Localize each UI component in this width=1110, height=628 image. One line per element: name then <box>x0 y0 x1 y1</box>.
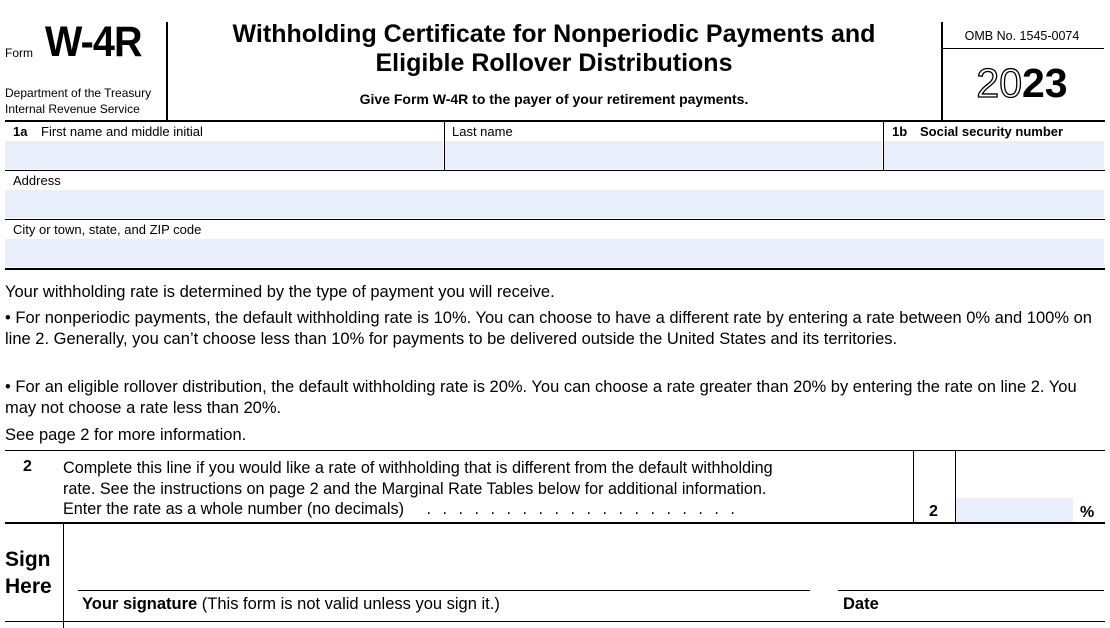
signature-caption-bold: Your signature <box>82 595 198 613</box>
percent-sign: % <box>1080 504 1095 521</box>
line2-box-label: 2 <box>929 503 938 520</box>
first-name-label: First name and middle initial <box>41 124 203 139</box>
ssn-number: 1b <box>892 124 908 139</box>
title-line-1: Withholding Certificate for Nonperiodic Payments and <box>232 20 876 48</box>
line2-text-3-label: Enter the rate as a whole number (no decimals) <box>63 500 405 518</box>
tax-year <box>942 60 1102 106</box>
line2-top-rule <box>5 450 1105 451</box>
signature-caption <box>82 595 500 614</box>
city-bottom-rule <box>5 268 1105 270</box>
date-label: Date <box>843 595 879 613</box>
agency-line-1: Department of the Treasury <box>5 86 152 100</box>
form-title <box>166 20 942 78</box>
tax-year-bold: 23 <box>1022 60 1068 106</box>
tax-year-light: 20 <box>976 60 1022 106</box>
form-number: W-4R <box>45 18 142 66</box>
form-header <box>0 0 1110 122</box>
withholding-rate-field[interactable] <box>956 498 1073 522</box>
sign-here-line-2: Here <box>5 575 52 598</box>
bullet-nonperiodic: • For nonperiodic payments, the default withholding rate is 10%. You can choose to have a different rate by entering a rate between 0% and 100% on line 2. Generally, you can’t choose less than 10% for payments to be delivered outside the United States and its territories. <box>5 309 1092 348</box>
line2-leader-dots: . . . . . . . . . . . . . . . . . . . . <box>426 500 739 518</box>
signature-line[interactable] <box>78 590 810 591</box>
sign-here-line-1: Sign <box>5 548 51 571</box>
line2-number: 2 <box>23 458 32 475</box>
line2-instructions <box>63 458 901 520</box>
name-row-bottom-rule <box>5 170 1105 171</box>
ssn-field[interactable] <box>884 141 1104 169</box>
form-subtitle: Give Form W-4R to the payer of your retirement payments. <box>359 91 749 107</box>
line2-bottom-rule <box>5 522 1105 524</box>
signature-caption-note: (This form is not valid unless you sign it.) <box>197 595 500 613</box>
line2-text-3 <box>63 499 901 520</box>
first-name-number: 1a <box>13 124 28 139</box>
omb-divider <box>942 48 1104 49</box>
city-field[interactable] <box>5 239 1104 267</box>
see-page-note: See page 2 for more information. <box>5 426 247 444</box>
agency-line-2: Internal Revenue Service <box>5 102 140 116</box>
date-line[interactable] <box>838 590 1104 591</box>
line2-text-2: rate. See the instructions on page 2 and the Marginal Rate Tables below for additional information. <box>63 479 767 498</box>
line2-text-1: Complete this line if you would like a rate of withholding that is different from the default withholding <box>63 459 773 477</box>
header-bottom-rule <box>5 120 1105 122</box>
omb-number: OMB No. 1545-0074 <box>964 29 1080 43</box>
line2-box-divider-1 <box>913 451 914 523</box>
city-label: City or town, state, and ZIP code <box>13 222 202 237</box>
last-name-label: Last name <box>452 124 513 139</box>
sign-divider <box>63 523 64 628</box>
address-label: Address <box>13 173 61 188</box>
ssn-label: Social security number <box>920 124 1064 139</box>
address-bottom-rule <box>5 219 1105 220</box>
bullet-rollover: • For an eligible rollover distribution, the default withholding rate is 20%. You can choose a rate greater than 20% by entering the rate on line 2. You may not choose a rate less than 20%. <box>5 378 1077 417</box>
sign-here-label <box>5 546 52 600</box>
last-name-field[interactable] <box>445 141 882 169</box>
first-name-field[interactable] <box>5 141 443 169</box>
form-bottom-rule <box>5 621 1105 622</box>
address-field[interactable] <box>5 190 1104 218</box>
title-line-2: Eligible Rollover Distributions <box>375 49 733 77</box>
form-prefix: Form <box>5 46 33 60</box>
intro-text: Your withholding rate is determined by the type of payment you will receive. <box>5 283 555 301</box>
